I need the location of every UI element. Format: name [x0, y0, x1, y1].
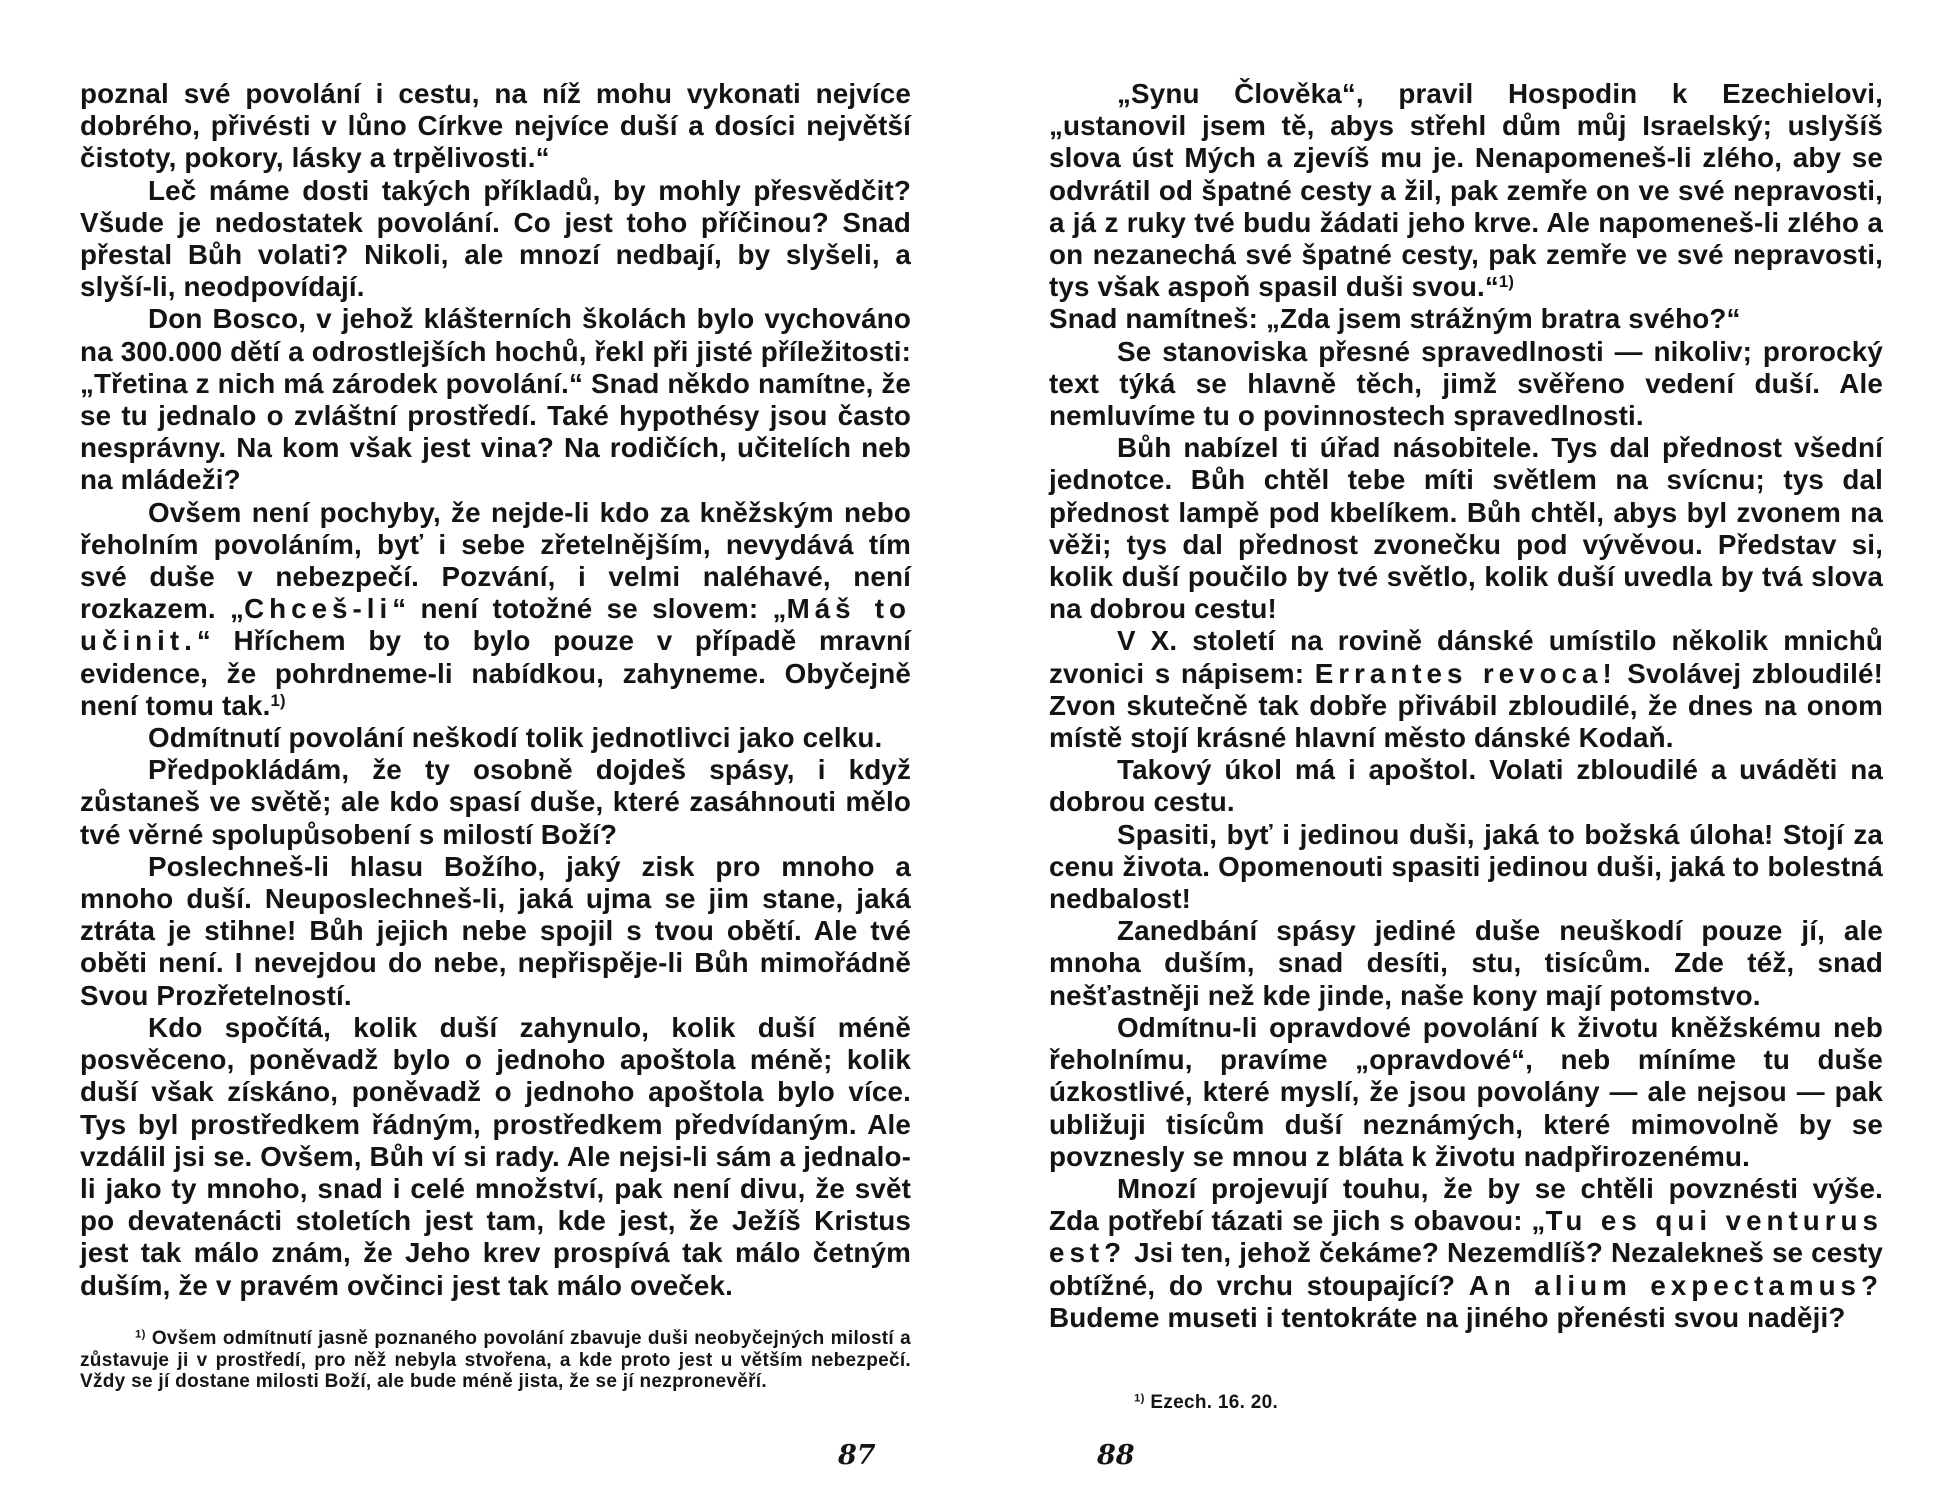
spaced-quote: Chceš-li	[244, 593, 393, 625]
footnote-ref[interactable]: 1)	[1498, 272, 1515, 292]
paragraph: poznal své povolání i cestu, na níž mohu vykonati nejvíce dobrého, přivésti v lůno Církve nejvíce duší a dosíci největší čistoty, pokory, lásky a trpělivosti.“	[80, 78, 911, 174]
right-text-column	[1049, 78, 1883, 1334]
paragraph: Poslechneš-li hlasu Božího, jaký zisk pro mnoho a mnoho duší. Neuposlechneš-li, jaká ujma se jim stane, jaká ztráta je stihne! Bůh jejich nebe spojil s tvou obětí. Ale tvé oběti není. I nevejdou do nebe, nepřispěje-li Bůh mimořádně Svou Prozřetelností.	[80, 850, 911, 1011]
right-page	[979, 0, 1958, 1500]
paragraph	[1049, 625, 1883, 754]
text-run: “ není totožné se slovem: „	[392, 593, 787, 625]
page-number: 88	[1097, 1440, 1135, 1471]
paragraph	[1049, 1173, 1883, 1334]
paragraph: Odmítnutí povolání neškodí tolik jednotlivci jako celku.	[148, 722, 883, 754]
paragraph: Leč máme dosti takých příkladů, by mohly přesvědčit? Všude je nedostatek povolání. Co jest toho příčinou? Snad přestal Bůh volati? Nikoli, ale mnozí nedbají, by slyšeli, a slyší-li, neodpovídají.	[80, 174, 911, 303]
text-run: Ovšem není pochyby, že nejde-li kdo za kněžským nebo řeholním povoláním, byť i sebe zřetelnějším, nevydává tím své duše v nebezpečí. Pozvání, i velmi naléhavé, není rozkazem. „	[80, 496, 911, 625]
paragraph: Don Bosco, v jehož klášterních školách bylo vychováno na 300.000 dětí a odrostlejších hochů, řekl při jisté příležitosti: „Třetina z nich má zárodek povolání.“ Snad někdo namítne, že se tu jednalo o zvláštní prostředí. Také hypothésy jsou často nesprávny. Na kom však jest vina? Na rodičích, učitelích neb na mládeži?	[80, 303, 911, 496]
paragraph: Odmítnu-li opravdové povolání k životu kněžskému neb řeholnímu, pravíme „opravdové“, neb míníme tu duše úzkostlivé, které myslí, že jsou povolány — ale nejsou — pak ubližuji tisícům duší neznámých, které mimovolně by se povznesly se mnou z bláta k životu nadpřirozenému.	[1049, 1011, 1883, 1172]
text-run: Mnozí projevují touhu, že by se chtěli povznésti výše. Zda potřebí tázati se jich s obavou: „	[1049, 1172, 1883, 1237]
footnote-body: Ovšem odmítnutí jasně poznaného povolání zbavuje duši neobyčejných milostí a zůstavuje ji v prostředí, pro něž nebyla stvořena, a kde proto jest u větším nebezpečí. Vždy se jí dostane milosti Boží, ale bude méně jista, že se jí nezpronevěří.	[80, 1328, 911, 1392]
left-text-column	[80, 78, 911, 1302]
footnote-marker: 1)	[1134, 1392, 1145, 1405]
footnote-body: Ezech. 16. 20.	[1150, 1392, 1279, 1413]
page-number: 87	[838, 1440, 876, 1471]
text-run: Jsi ten, jehož čekáme? Nezemdlíš? Nezalekneš se cesty obtížné, do vrchu stoupající?	[1049, 1237, 1883, 1301]
footnote-text	[80, 1328, 911, 1393]
spaced-quote: Máš to učinit.	[80, 593, 911, 657]
paragraph: Takový úkol má i apoštol. Volati zbloudilé a uváděti na dobrou cestu.	[1049, 754, 1883, 818]
paragraph: Zanedbání spásy jediné duše neuškodí pouze jí, ale mnoha duším, snad desíti, stu, tisícům. Zde též, snad nešťastněji než kde jinde, naše kony mají potomstvo.	[1049, 915, 1883, 1011]
paragraph: Se stanoviska přesné spravedlnosti — nikoliv; prorocký text týká se hlavně těch, jimž svěřeno vedení duší. Ale nemluvíme tu o povinnostech spravedlnosti.	[1049, 335, 1883, 432]
text-run: V X. století na rovině dánské umístilo několik mnichů zvonici s nápisem:	[1049, 625, 1883, 689]
footnote-ref[interactable]: 1)	[270, 690, 286, 710]
spaced-quote: Tu es qui venturus est?	[1049, 1205, 1883, 1269]
footnote	[80, 1328, 911, 1393]
paragraph: Snad namítneš: „Zda jsem strážným bratra svého?“	[1049, 303, 1741, 335]
text-run: Budeme museti i tentokráte na jiného přenésti svou naději?	[1049, 1301, 1846, 1333]
text-run: „Synu Člověka“, pravil Hospodin k Ezechielovi, „ustanovil jsem tě, abys střehl dům můj Israelský; uslyšíš slova úst Mých a zjevíš mu je. Nenapomeneš-li zlého, aby se odvrátil od špatné cesty a žil, pak zemře on ve své nepravosti, a já z ruky tvé budu žádati jeho krve. Ale napomeneš-li zlého a on nezanechá své špatné cesty, pak zemře ve své nepravosti, tys však aspoň spasil duši svou.“	[1049, 78, 1883, 303]
footnote	[1134, 1392, 1634, 1414]
paragraph: Spasiti, byť i jedinou duši, jaká to božská úloha! Stojí za cenu života. Opomenouti spasiti jedinou duši, jaká to bolestná nedbalost!	[1049, 818, 1883, 915]
paragraph	[80, 497, 911, 722]
paragraph: Bůh nabízel ti úřad násobitele. Tys dal přednost všední jednotce. Bůh chtěl tebe míti světlem na svícnu; tys dal přednost lampě pod kbelíkem. Bůh chtěl, abys byl zvonem na věži; tys dal přednost zvonečku pod vývěvou. Představ si, kolik duší poučilo by tvé světlo, kolik duší uvedla by tvá slova na dobrou cestu!	[1049, 432, 1883, 625]
text-run: Svolávej zbloudilé! Zvon skutečně tak dobře přivábil zbloudilé, že dnes na onom místě stojí krásné hlavní město dánské Kodaň.	[1049, 657, 1884, 754]
text-run: “ Hříchem by to bylo pouze v případě mravní evidence, že pohrdneme-li nabídkou, zahyneme. Obyčejně není tomu tak.	[80, 625, 911, 721]
footnote-text	[1134, 1392, 1634, 1414]
spaced-quote: Errantes revoca!	[1314, 657, 1617, 689]
paragraph: Předpokládám, že ty osobně dojdeš spásy, i když zůstaneš ve světě; ale kdo spasí duše, které zasáhnouti mělo tvé věrné spolupůsobení s milostí Boží?	[80, 754, 911, 850]
footnote-marker: 1)	[135, 1328, 146, 1341]
paragraph: Kdo spočítá, kolik duší zahynulo, kolik duší méně posvěceno, poněvadž bylo o jednoho apoštola méně; kolik duší však získáno, poněvadž o jednoho apoštola bylo více. Tys byl prostředkem řádným, prostředkem předvídaným. Ale vzdálil jsi se. Ovšem, Bůh ví si rady. Ale nejsi-li sám a jednalo-li jako ty mnoho, snad i celé množství, pak není divu, že svět po devatenácti stoletích jest tam, kde jest, že Ježíš Kristus jest tak málo znám, že Jeho krev prospívá tak málo četným duším, že v pravém ovčinci jest tak málo oveček.	[80, 1011, 911, 1301]
paragraph	[1049, 78, 1883, 303]
spaced-quote: An alium expectamus?	[1468, 1269, 1883, 1301]
